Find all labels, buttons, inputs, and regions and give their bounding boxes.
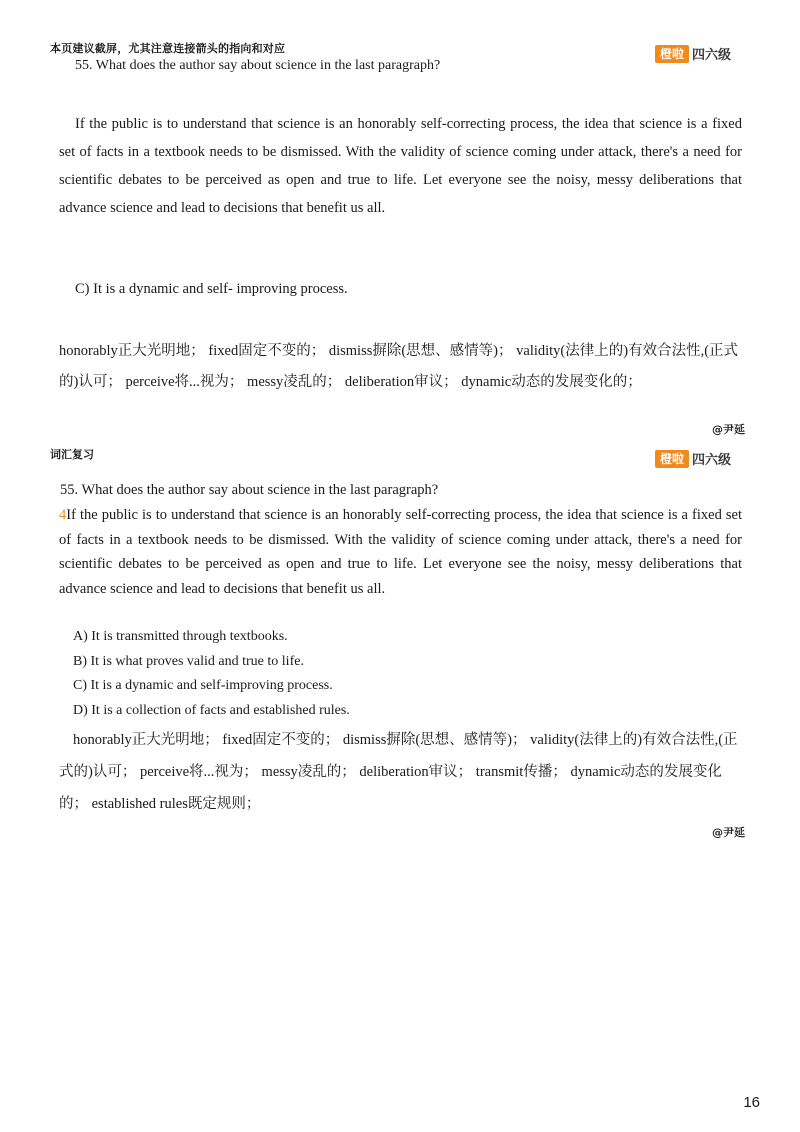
section-label: 词汇复习 — [50, 449, 94, 461]
option-c: C) It is a dynamic and self-improving process. — [73, 678, 333, 693]
signature-1: @尹延 — [712, 423, 745, 436]
passage-2-text: If the public is to understand that science is an honorably self-correcting process, the idea that science is a fixed set of facts in a textbook needs to be dismissed. With the validity of science coming under attack, there's a need for scientific debates to be perceived as open and true to life. Let everyone see the noisy, messy deliberations that advance science and lead to decisions that benefit us all. — [59, 507, 742, 597]
page-number: 16 — [743, 1094, 760, 1111]
options-list — [73, 625, 350, 723]
signature-2: @尹延 — [712, 826, 745, 839]
vocab-list-1: honorably正大光明地； fixed固定不变的； dismiss摒除(思想、感情等)； validity(法律上的)有效合法性,(正式的)认可； perceive将...视为； messy凌乱的； deliberation审议； dynamic动态的发展变化的； — [59, 343, 739, 390]
question-1: 55. What does the author say about science in the last paragraph? — [75, 58, 441, 73]
passage-1: If the public is to understand that science is an honorably self-correcting process, the idea that science is a fixed set of facts in a textbook needs to be dismissed. With the validity of science coming under attack, there's a need for scientific debates to be perceived as open and true to life. Let everyone see the noisy, messy deliberations that advance science and lead to decisions that benefit us all. — [59, 116, 742, 216]
brand-text: 四六级 — [692, 453, 732, 468]
option-a: A) It is transmitted through textbooks. — [73, 629, 288, 644]
paragraph-marker: 4 — [59, 507, 67, 523]
brand-logo: 橙啦 — [655, 45, 689, 63]
vocab-list-2: honorably正大光明地； fixed固定不变的； dismiss摒除(思想、感情等)； validity(法律上的)有效合法性,(正式的)认可； perceive将...视为； messy凌乱的； deliberation审议； transmit传播； dynamic动态的发展变化的； established rules既定规则； — [59, 732, 738, 812]
answer-1: C) It is a dynamic and self- improving process. — [75, 281, 348, 297]
passage-2 — [59, 503, 742, 601]
question-2: 55. What does the author say about science in the last paragraph? — [60, 482, 439, 498]
top-note: 本页建议截屏，尤其注意连接箭头的指向和对应 — [50, 43, 286, 55]
brand-badge-top — [655, 44, 731, 63]
option-d: D) It is a collection of facts and established rules. — [73, 702, 350, 718]
brand-badge-2 — [655, 449, 731, 468]
option-b: B) It is what proves valid and true to life. — [73, 653, 304, 669]
brand-logo: 橙啦 — [655, 450, 689, 468]
brand-text: 四六级 — [692, 48, 732, 63]
